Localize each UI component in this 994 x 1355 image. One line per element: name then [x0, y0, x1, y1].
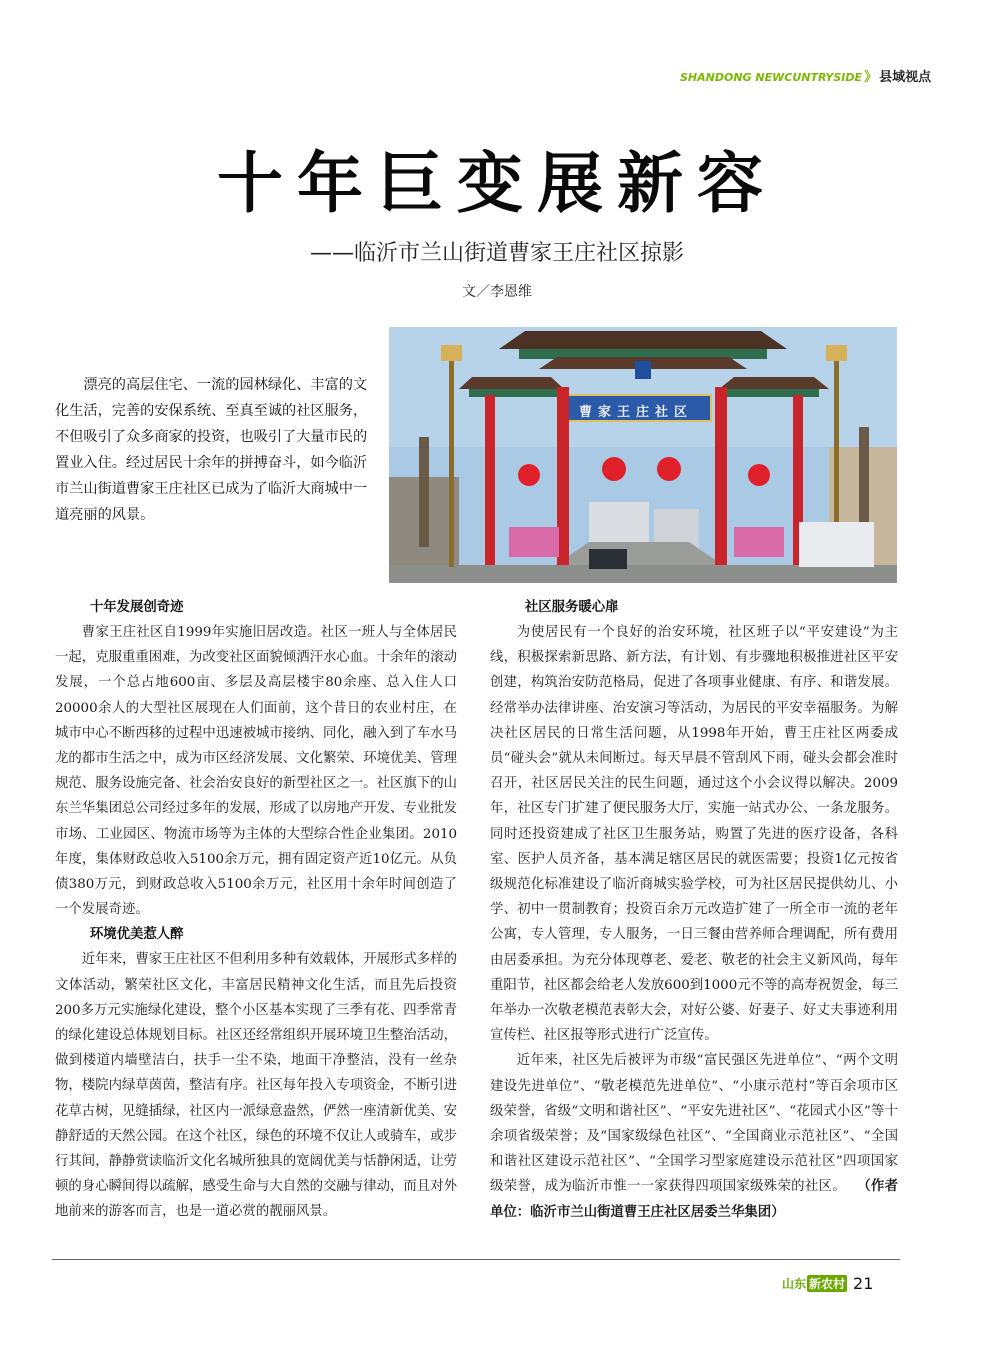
left-column	[55, 595, 457, 1225]
article-subtitle: ——临沂市兰山街道曹家王庄社区掠影	[309, 241, 684, 266]
page-number: 21	[853, 1274, 874, 1293]
magazine-name-en: SHANDONG NEWCUNTRYSIDE	[680, 71, 863, 84]
body-text: 近年来，社区先后被评为市级“富民强区先进单位”、“两个文明建设先进单位”、“敬老模范先进单位”、“小康示范村”等百余项市区级荣誉，省级“文明和谐社区”、“平安先进社区”、“花园式小区”等十余项省级荣誉；及“国家级绿色社区”、“全国商业示范社区”、“全国和谐社区建设示范社区”、“全国学习型家庭建设示范社区”四项国家级荣誉，成为临沂市惟一一家获得四项国家级殊荣的社区。	[490, 1053, 898, 1195]
body-paragraph	[490, 1048, 898, 1224]
double-chevron-icon: 》	[864, 70, 878, 85]
gate-plaque-text: 曹家王庄社区	[578, 405, 693, 420]
body-paragraph: 为使居民有一个良好的治安环境，社区班子以“平安建设”为主线，积极探索新思路、新方法，有计划、有步骤地积极推进社区平安创建，构筑治安防范格局，促进了各项事业健康、有序、和谐发展。经常举办法律讲座、治安演习等活动，为居民的平安幸福服务。为解决社区居民的日常生活问题，从1998年开始，曹王庄社区两委成员“碰头会”就从未间断过。每天早晨不管刮风下雨，碰头会都会准时召开，社区居民关注的民生问题，通过这个小会议得以解决。2009年，社区专门扩建了便民服务大厅，实施一站式办公、一条龙服务。同时还投资建成了社区卫生服务站，购置了先进的医疗设备，各科室、医护人员齐备，基本满足辖区居民的就医需要；投资1亿元按省级规范化标准建设了临沂商城实验学校，可为社区居民提供幼儿、小学、初中一贯制教育；投资百余万元改造扩建了一所全市一流的老年公寓，专人管理，专人服务，一日三餐由营养师合理调配，所有费用由居委承担。为充分体现尊老、爱老、敬老的社会主义新风尚，每年重阳节，社区都会给老人发放600到1000元不等的高寿祝贺金，每三年举办一次敬老模范表彰大会，对好公婆、好妻子、好丈夫事迹利用宣传栏、社区报等形式进行广泛宣传。	[490, 625, 898, 1044]
article-title: 十年巨变展新容	[217, 144, 777, 222]
article-author: 文／李恩维	[462, 284, 532, 300]
logo-text-b: 新农村	[809, 1277, 846, 1291]
gate-illustration	[389, 327, 897, 583]
community-gate-photo	[389, 327, 897, 583]
footer	[782, 1273, 902, 1295]
author-credit: （作者单位：临沂市兰山街道曹王庄社区居委兰华集团）	[490, 1179, 898, 1220]
body-paragraph: 曹家王庄社区自1999年实施旧居改造。社区一班人与全体居民一起，克服重重困难，为改变社区面貌倾洒汗水心血。十余年的滚动发展，一个总占地600亩、多层及高层楼宇80余座、总入住人口20000余人的大型社区展现在人们面前，这个昔日的农业村庄，在城市中心不断西移的过程中迅速被城市接纳、同化，融入到了车水马龙的都市生活之中，成为市区经济发展、文化繁荣、环境优美、管理规范、服务设施完备、社会治安良好的新型社区之一。社区旗下的山东兰华集团总公司经过多年的发展，形成了以房地产开发、专业批发市场、工业园区、物流市场等为主体的大型综合性企业集团。2010年度，集体财政总收入5100余万元，拥有固定资产近10亿元。从负债380万元，到财政总收入5100余万元，社区用十余年时间创造了一个发展奇迹。	[55, 625, 457, 918]
magazine-logo	[782, 1275, 847, 1292]
body-paragraph: 近年来，曹家王庄社区不但利用多种有效载体，开展形式多样的文体活动，繁荣社区文化，丰富居民精神文化生活，而且先后投资200多万元实施绿化建设，整个小区基本实现了三季有花、四季常青的绿化建设总体规划目标。社区还经常组织开展环境卫生整治活动，做到楼道内墙壁洁白，扶手一尘不染，地面干净整洁，没有一丝杂物，楼院内绿草茵茵，整洁有序。社区每年投入专项资金，不断引进花草古树，见缝插绿，社区内一派绿意盎然，俨然一座清新优美、安静舒适的天然公园。在这个社区，绿色的环境不仅让人或骑车，或步行其间，静静赏读临沂文化名城所独具的宽阔优美与恬静闲适，让劳顿的身心瞬间得以疏解，感受生命与大自然的交融与律动，而且对外地前来的游客而言，也是一道必赏的靓丽风景。	[55, 952, 457, 1220]
footer-divider	[52, 1259, 900, 1260]
section-heading: 环境优美惹人醉	[89, 927, 184, 943]
intro-paragraph: 漂亮的高层住宅、一流的园林绿化、丰富的文化生活，完善的安保系统、至真至诚的社区服务，不但吸引了众多商家的投资，也吸引了大量市民的置业入住。经过居民十余年的拼搏奋斗，如今临沂市兰山街道曹家王庄社区已成为了临沂大商城中一道亮丽的风景。	[55, 377, 368, 523]
column-name: 县域视点	[879, 70, 932, 85]
section-heading: 社区服务暖心扉	[524, 600, 619, 615]
right-column	[490, 595, 898, 1225]
section-heading: 十年发展创奇迹	[89, 600, 184, 615]
logo-text-a: 山东	[782, 1277, 807, 1291]
running-header	[680, 66, 932, 85]
